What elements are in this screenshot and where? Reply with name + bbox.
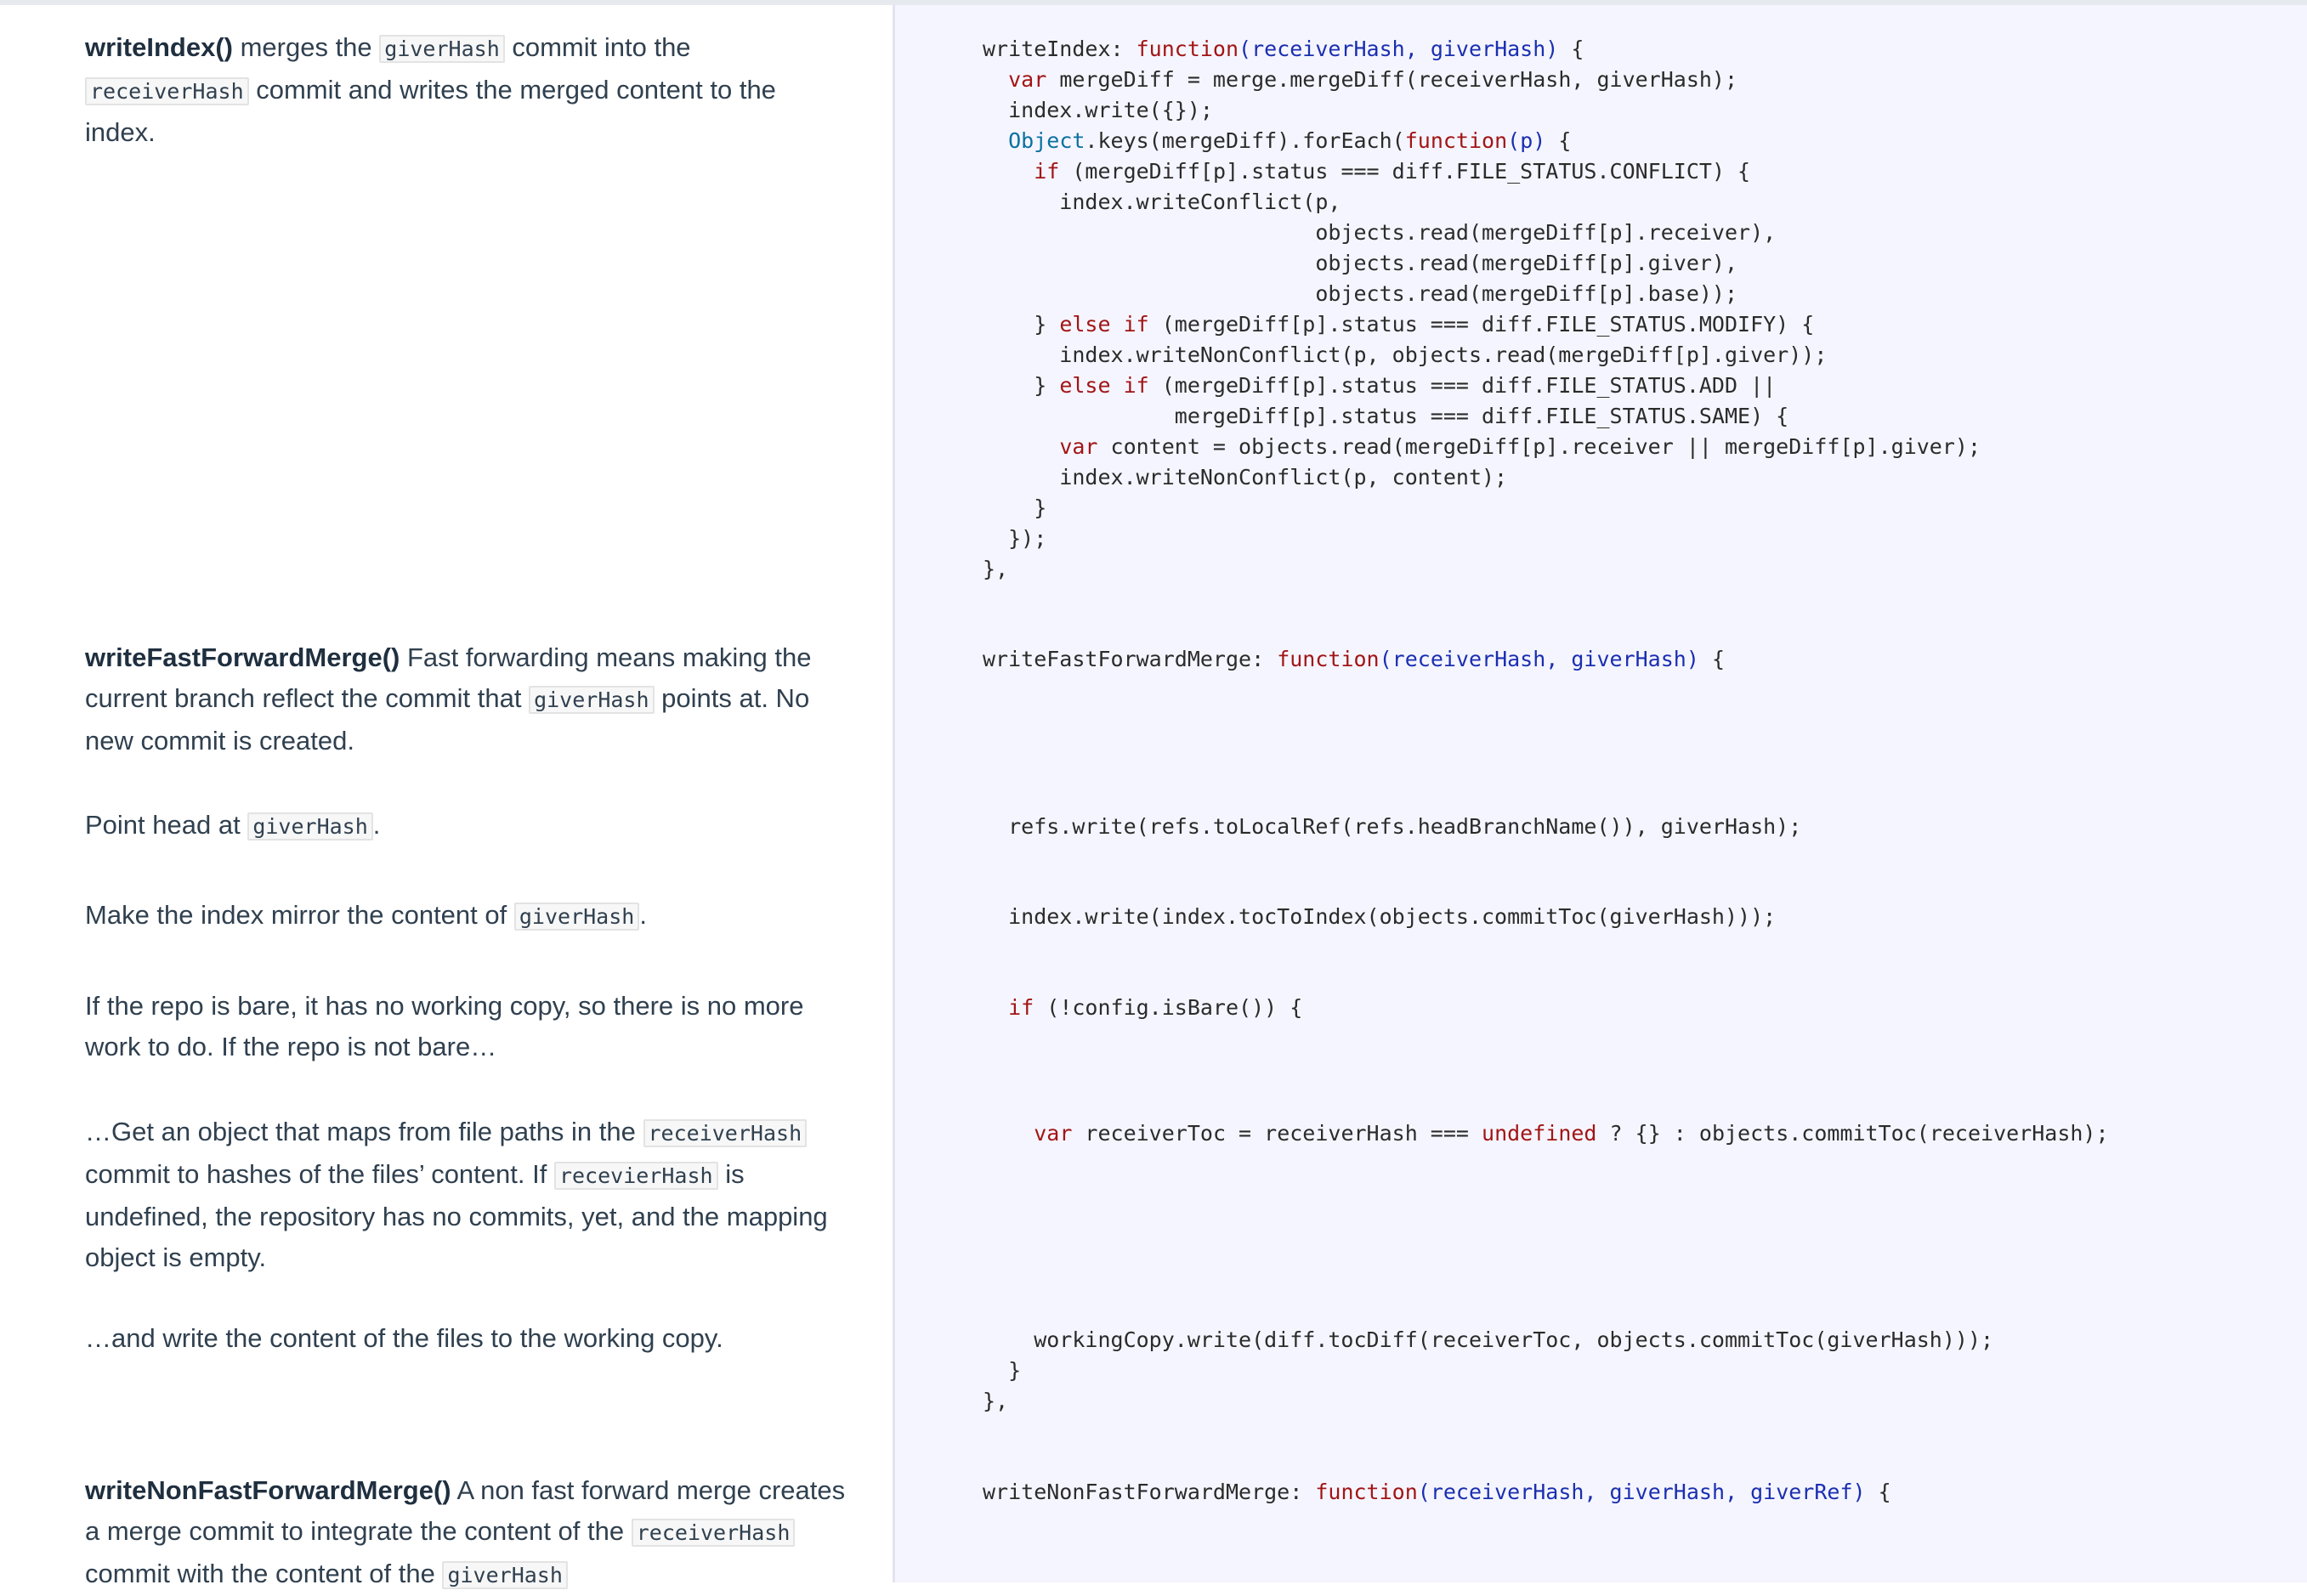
code-token: (receiverHash, giverHash, giverRef) bbox=[1417, 1480, 1866, 1504]
doc-text: A non fast forward merge creates a merge commit to integrate the content of the bbox=[85, 1475, 846, 1546]
inline-code: receiverHash bbox=[643, 1119, 808, 1147]
function-name: writeIndex() bbox=[85, 32, 233, 62]
doc-text: commit to hashes of the files’ content. If bbox=[85, 1159, 554, 1189]
inline-code: giverHash bbox=[529, 686, 654, 714]
inline-code: receiverHash bbox=[85, 77, 249, 105]
doc-text: …Get an object that maps from file paths in the bbox=[85, 1117, 643, 1146]
inline-code: receiverHash bbox=[632, 1519, 796, 1547]
code-token: }, bbox=[983, 1389, 1009, 1413]
doc-text: . bbox=[372, 810, 381, 840]
code-line bbox=[983, 37, 1584, 61]
code-token bbox=[983, 159, 1034, 184]
code-token: { bbox=[1558, 37, 1584, 61]
code-line bbox=[983, 67, 1737, 92]
code-token: undefined bbox=[1482, 1121, 1597, 1146]
code-line bbox=[983, 495, 1046, 520]
doc-index-mirror bbox=[85, 895, 850, 937]
code-line bbox=[983, 1389, 1008, 1413]
code-token: index.writeNonConflict(p, objects.read(mergeDiff[p].giver)); bbox=[983, 342, 1828, 367]
doc-text: is undefined, the repository has no commits, yet, and the mapping object is empty. bbox=[85, 1159, 828, 1272]
code-token: index.write({}); bbox=[983, 98, 1213, 122]
doc-text: Make the index mirror the content of bbox=[85, 900, 514, 930]
doc-working-copy bbox=[85, 1318, 850, 1359]
code-line bbox=[983, 251, 1737, 275]
doc-text: commit into the bbox=[504, 32, 691, 62]
code-token bbox=[983, 1121, 1034, 1146]
code-token: Object bbox=[1008, 128, 1085, 153]
code-token: objects.read(mergeDiff[p].base)); bbox=[983, 281, 1738, 306]
doc-text: commit and writes the merged content to the index. bbox=[85, 75, 776, 147]
code-working-copy-write bbox=[983, 1325, 1993, 1417]
code-line bbox=[983, 404, 1788, 428]
code-index-write bbox=[983, 902, 1776, 932]
doc-text: merges the bbox=[232, 32, 380, 62]
code-token: function bbox=[1277, 647, 1380, 671]
code-token: if bbox=[1008, 995, 1034, 1020]
code-token: ? {} : objects.commitToc(receiverHash); bbox=[1596, 1121, 2109, 1146]
doc-write-index bbox=[85, 27, 850, 153]
code-token: workingCopy.write(diff.tocDiff(receiverToc, objects.commitToc(giverHash))); bbox=[983, 1327, 1994, 1352]
doc-text: . bbox=[639, 900, 647, 930]
code-token: (p) bbox=[1507, 128, 1546, 153]
code-token bbox=[983, 67, 1008, 92]
code-line bbox=[983, 342, 1827, 367]
code-token: }); bbox=[983, 526, 1047, 551]
code-token: function bbox=[1404, 128, 1508, 153]
code-token: index.writeConflict(p, bbox=[983, 190, 1341, 214]
code-token: objects.read(mergeDiff[p].receiver), bbox=[983, 220, 1777, 245]
code-token: else if bbox=[1059, 373, 1149, 398]
code-is-bare bbox=[983, 993, 1302, 1023]
code-token bbox=[983, 128, 1008, 153]
code-token: refs.write(refs.toLocalRef(refs.headBranchName()), giverHash); bbox=[983, 814, 1802, 839]
code-token: writeNonFastForwardMerge: bbox=[983, 1480, 1316, 1504]
code-token: else if bbox=[1059, 312, 1149, 337]
doc-text: Point head at bbox=[85, 810, 248, 840]
inline-code: giverHash bbox=[442, 1561, 567, 1589]
code-token bbox=[983, 434, 1059, 459]
code-token: writeFastForwardMerge: bbox=[983, 647, 1278, 671]
doc-write-fast-forward-merge bbox=[85, 637, 850, 761]
code-line bbox=[983, 190, 1341, 214]
code-line bbox=[983, 557, 1008, 581]
code-token: mergeDiff = merge.mergeDiff(receiverHash, giverHash); bbox=[1046, 67, 1738, 92]
doc-point-head bbox=[85, 805, 850, 847]
code-line bbox=[983, 1327, 1993, 1352]
function-name: writeFastForwardMerge() bbox=[85, 642, 400, 672]
doc-text: points at. No new commit is created. bbox=[85, 683, 810, 756]
code-write-non-fast-forward-merge bbox=[983, 1477, 1891, 1508]
code-token: function bbox=[1136, 37, 1239, 61]
code-line bbox=[983, 526, 1046, 551]
doc-text: …and write the content of the files to the working copy. bbox=[85, 1323, 723, 1353]
code-line bbox=[983, 904, 1776, 929]
doc-text: If the repo is bare, it has no working copy, so there is no more work to do. If the repo is not bare… bbox=[85, 991, 804, 1061]
code-line bbox=[983, 647, 1725, 671]
code-line bbox=[983, 1121, 2109, 1146]
code-token: var bbox=[1034, 1121, 1073, 1146]
code-line bbox=[983, 995, 1302, 1020]
code-token: (mergeDiff[p].status === diff.FILE_STATUS.MODIFY) { bbox=[1148, 312, 1815, 337]
code-line bbox=[983, 281, 1737, 306]
code-receiver-toc bbox=[983, 1118, 2109, 1149]
inline-code: giverHash bbox=[247, 812, 372, 840]
code-token: var bbox=[1059, 434, 1098, 459]
code-write-fast-forward-merge bbox=[983, 644, 1725, 675]
code-line bbox=[983, 814, 1801, 839]
doc-bare-repo bbox=[85, 986, 850, 1067]
code-line bbox=[983, 312, 1814, 337]
code-token: } bbox=[983, 373, 1060, 398]
doc-write-non-fast-forward-merge bbox=[85, 1470, 850, 1596]
code-token: if bbox=[1034, 159, 1060, 184]
doc-text: commit with the content of the bbox=[85, 1559, 443, 1588]
code-token: .keys(mergeDiff).forEach( bbox=[1085, 128, 1405, 153]
code-token: { bbox=[1698, 647, 1726, 671]
code-token: { bbox=[1865, 1480, 1891, 1504]
code-token: writeIndex: bbox=[983, 37, 1136, 61]
function-name: writeNonFastForwardMerge() bbox=[85, 1475, 451, 1505]
code-token: (!config.isBare()) { bbox=[1034, 995, 1303, 1020]
code-line bbox=[983, 159, 1750, 184]
code-token: (mergeDiff[p].status === diff.FILE_STATUS.CONFLICT) { bbox=[1059, 159, 1751, 184]
code-write-index bbox=[983, 34, 1981, 585]
code-token: (mergeDiff[p].status === diff.FILE_STATUS.ADD || bbox=[1148, 373, 1777, 398]
code-line bbox=[983, 434, 1981, 459]
doc-receiver-toc bbox=[85, 1112, 850, 1278]
code-line bbox=[983, 220, 1776, 245]
inline-code: giverHash bbox=[514, 903, 639, 931]
code-token: receiverToc = receiverHash === bbox=[1072, 1121, 1482, 1146]
code-token: mergeDiff[p].status === diff.FILE_STATUS.SAME) { bbox=[983, 404, 1789, 428]
code-token: } bbox=[983, 1358, 1022, 1383]
inline-code: giverHash bbox=[379, 35, 504, 63]
code-token: function bbox=[1315, 1480, 1418, 1504]
code-token: } bbox=[983, 312, 1060, 337]
code-token: index.write(index.tocToIndex(objects.commitToc(giverHash))); bbox=[983, 904, 1777, 929]
code-token: (receiverHash, giverHash) bbox=[1239, 37, 1559, 61]
doc-text: Fast forwarding means making the current branch reflect the commit that bbox=[85, 642, 812, 713]
code-token: }, bbox=[983, 557, 1009, 581]
code-line bbox=[983, 373, 1776, 398]
code-token: index.writeNonConflict(p, content); bbox=[983, 465, 1508, 490]
code-token: (receiverHash, giverHash) bbox=[1379, 647, 1699, 671]
code-line bbox=[983, 128, 1571, 153]
code-line bbox=[983, 98, 1213, 122]
code-token: content = objects.read(mergeDiff[p].receiver || mergeDiff[p].giver); bbox=[1097, 434, 1981, 459]
code-refs-write bbox=[983, 812, 1801, 842]
code-line bbox=[983, 1358, 1021, 1383]
code-token bbox=[983, 995, 1008, 1020]
code-token: var bbox=[1008, 67, 1047, 92]
code-token: objects.read(mergeDiff[p].giver), bbox=[983, 251, 1738, 275]
inline-code: recevierHash bbox=[554, 1162, 718, 1190]
code-line bbox=[983, 465, 1507, 490]
code-token: { bbox=[1545, 128, 1572, 153]
code-line bbox=[983, 1480, 1891, 1504]
code-token: } bbox=[983, 495, 1047, 520]
